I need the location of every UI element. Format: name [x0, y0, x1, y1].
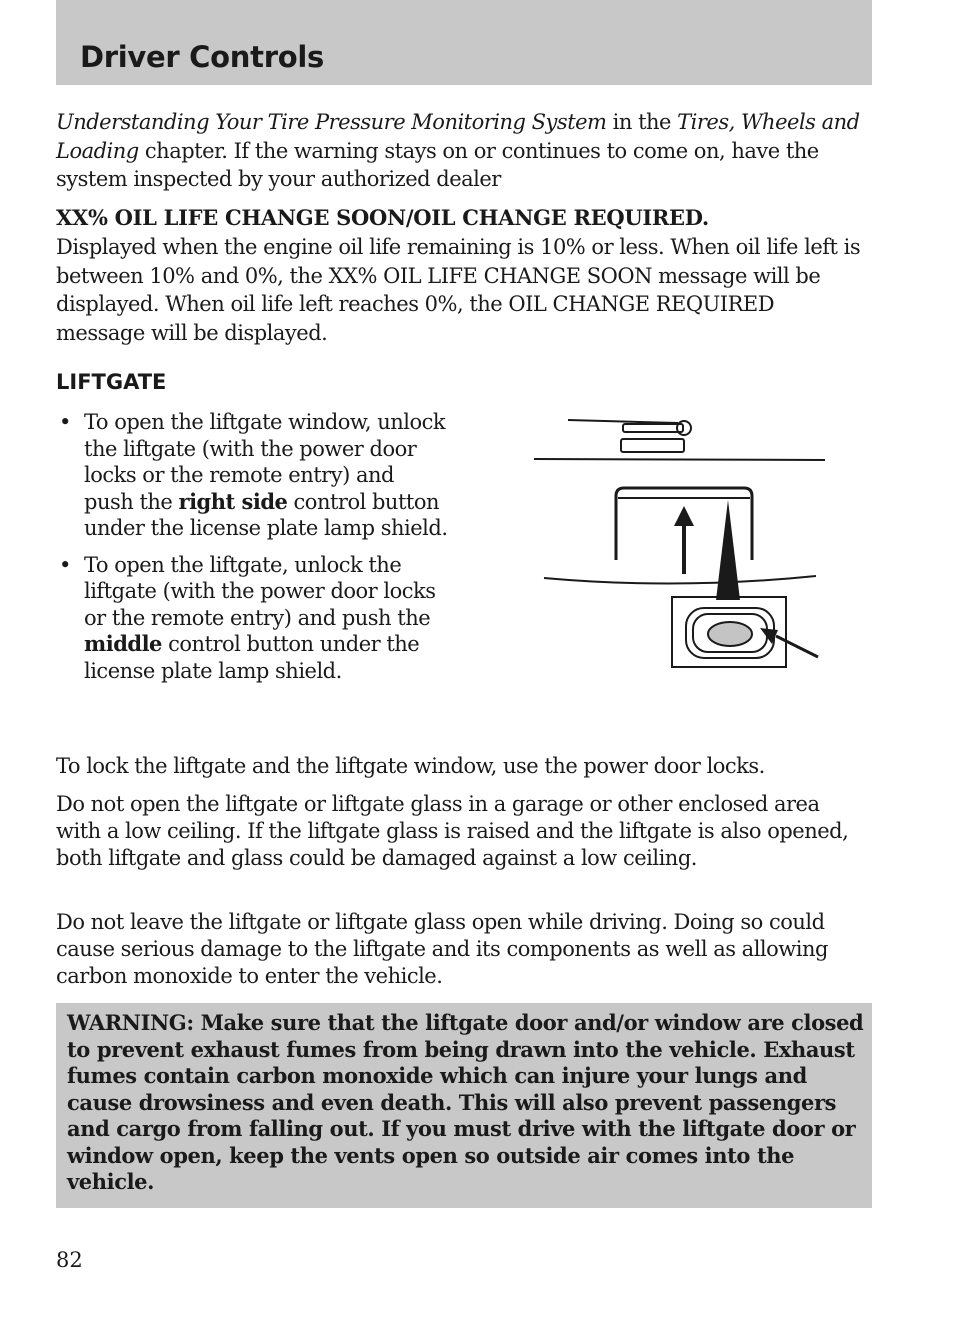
oil-life-heading: XX% OIL LIFE CHANGE SOON/OIL CHANGE REQUIRED.	[56, 205, 709, 230]
page-number: 82	[56, 1248, 83, 1272]
lock-paragraph: To lock the liftgate and the liftgate window, use the power door locks.	[56, 754, 765, 778]
control-button	[708, 622, 752, 646]
chapter-reference-title: Tires, Wheels and Loading	[56, 110, 860, 163]
bullet-icon: •	[59, 410, 71, 434]
intro-paragraph	[56, 108, 868, 194]
bullet-text: control button under the license plate lamp shield.	[84, 489, 448, 540]
bullet-icon: •	[59, 552, 71, 577]
liftgate-heading: LIFTGATE	[56, 370, 167, 394]
liftgate-illustration	[528, 408, 828, 678]
bullet-emphasis: middle	[84, 631, 162, 656]
bumper-line	[544, 576, 816, 584]
oil-life-description: Displayed when the engine oil life remaining is 10% or less. When oil life left is between 10% and 0%, the XX% OIL LIFE CHANGE SOON message will be displayed. When oil life left reaches 0%, the OIL CHANGE REQUIRED message will be displayed.	[56, 235, 861, 345]
header-title: Driver Controls	[80, 40, 324, 74]
liftgate-release-pointer-icon	[716, 500, 740, 600]
tpms-reference-title: Understanding Your Tire Pressure Monitoring System	[56, 110, 607, 134]
list-item	[56, 552, 448, 685]
window-lower-edge	[534, 459, 825, 460]
window-release-arrow-icon	[674, 506, 694, 574]
rear-wiper-icon	[568, 420, 691, 452]
garage-caution-paragraph: Do not open the liftgate or liftgate glass in a garage or other enclosed area with a low ceiling. If the liftgate glass is raised and the liftgate is also opened, both liftgate and glass could be damaged against a low ceiling.	[56, 792, 849, 870]
intro-in-the: in the	[606, 110, 678, 134]
list-item	[56, 409, 448, 542]
liftgate-instructions-list	[56, 409, 448, 694]
bullet-text: control button under the license plate lamp shield.	[84, 632, 420, 683]
page-header-bar	[56, 0, 872, 85]
intro-rest: chapter. If the warning stays on or continues to come on, have the system inspected by your authorized dealer	[56, 138, 819, 191]
warning-text: WARNING: Make sure that the liftgate door and/or window are closed to prevent exhaust fumes from being drawn into the vehicle. Exhaust fumes contain carbon monoxide which can injure your lungs and cause drowsiness and even death. This will also prevent passengers and cargo from falling out. If you must drive with the liftgate door or window open, keep the vents open so outside air comes into the vehicle.	[67, 1010, 864, 1194]
bullet-text: To open the liftgate, unlock the liftgate (with the power door locks or the remote entry) and push the	[84, 552, 436, 630]
driving-caution-paragraph: Do not leave the liftgate or liftgate glass open while driving. Doing so could cause serious damage to the liftgate and its components as well as allowing carbon monoxide to enter the vehicle.	[56, 910, 828, 988]
warning-box	[56, 1003, 872, 1208]
bullet-emphasis: right side	[178, 488, 288, 514]
bullet-text: To open the liftgate window, unlock the liftgate (with the power door locks or the remote entry) and push the	[84, 410, 446, 514]
